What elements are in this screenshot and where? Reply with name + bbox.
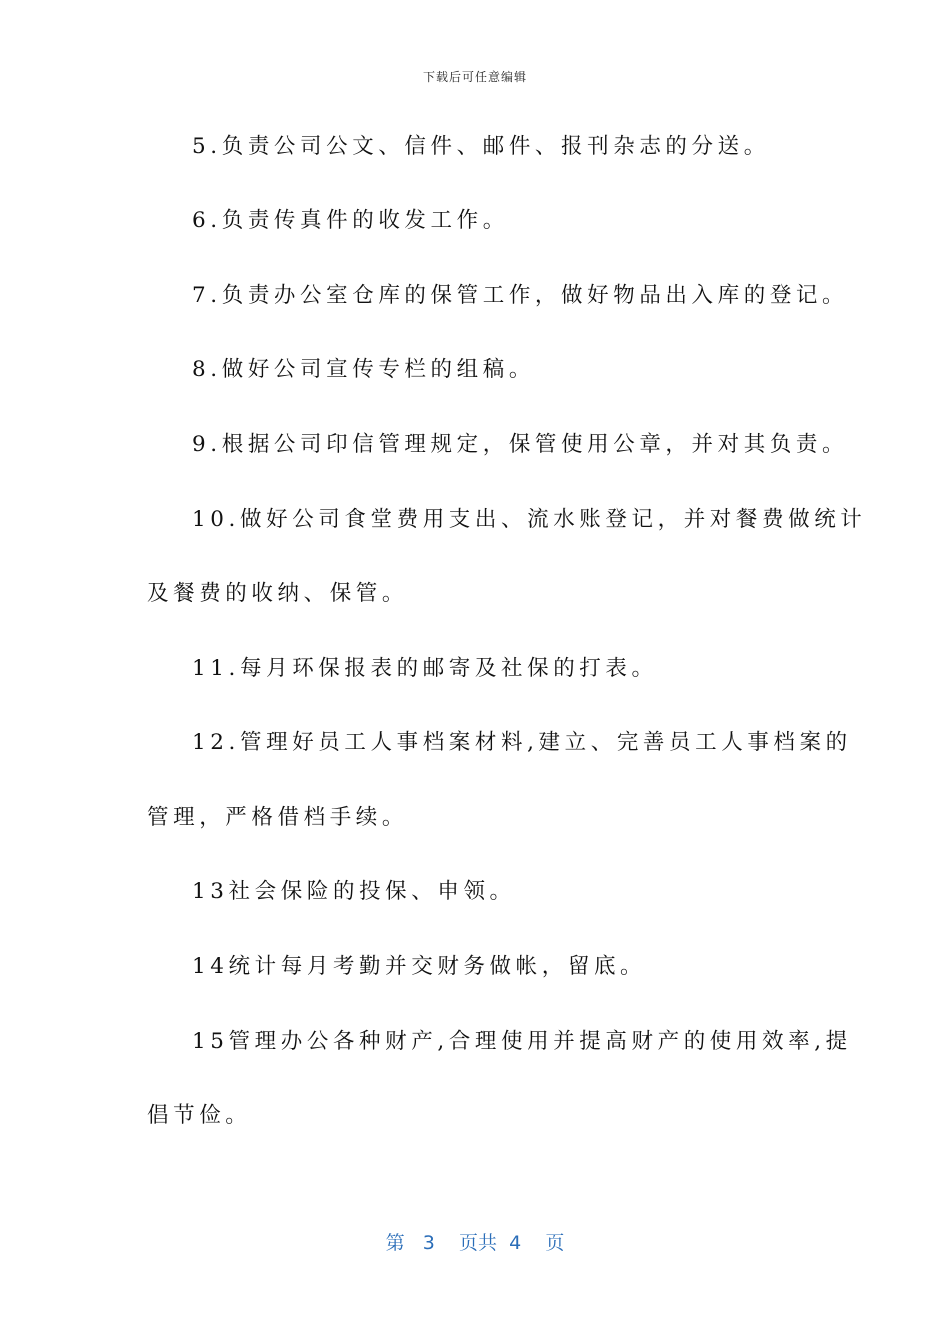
footer-middle: 页共 — [459, 1232, 498, 1254]
page-header: 下载后可任意编辑 — [422, 70, 527, 84]
paragraph-line-10-continued: 及餐费的收纳、保管。 — [147, 581, 409, 606]
footer-prefix: 第 — [385, 1232, 405, 1254]
footer-suffix: 页 — [545, 1232, 565, 1254]
paragraph-line-6: 6.负责传真件的收发工作。 — [192, 208, 509, 233]
paragraph-line-8: 8.做好公司宣传专栏的组稿。 — [192, 357, 535, 382]
page-number-footer — [0, 1228, 950, 1255]
paragraph-line-14: 14统计每月考勤并交财务做帐，留底。 — [192, 954, 647, 979]
paragraph-line-15-continued: 倡节俭。 — [147, 1103, 252, 1128]
current-page-number: 3 — [422, 1232, 435, 1254]
paragraph-line-12: 12.管理好员工人事档案材料,建立、完善员工人事档案的 — [192, 730, 852, 755]
paragraph-line-11: 11.每月环保报表的邮寄及社保的打表。 — [192, 656, 658, 681]
paragraph-line-10: 10.做好公司食堂费用支出、流水账登记，并对餐费做统计 — [192, 507, 867, 532]
paragraph-line-5: 5.负责公司公文、信件、邮件、报刊杂志的分送。 — [192, 134, 770, 159]
paragraph-line-15: 15管理办公各种财产,合理使用并提高财产的使用效率,提 — [192, 1029, 852, 1054]
paragraph-line-13: 13社会保险的投保、申领。 — [192, 879, 516, 904]
paragraph-line-12-continued: 管理，严格借档手续。 — [147, 805, 409, 830]
paragraph-line-9: 9.根据公司印信管理规定，保管使用公章，并对其负责。 — [192, 432, 849, 457]
total-pages-number: 4 — [509, 1232, 522, 1254]
paragraph-line-7: 7.负责办公室仓库的保管工作，做好物品出入库的登记。 — [192, 283, 849, 308]
